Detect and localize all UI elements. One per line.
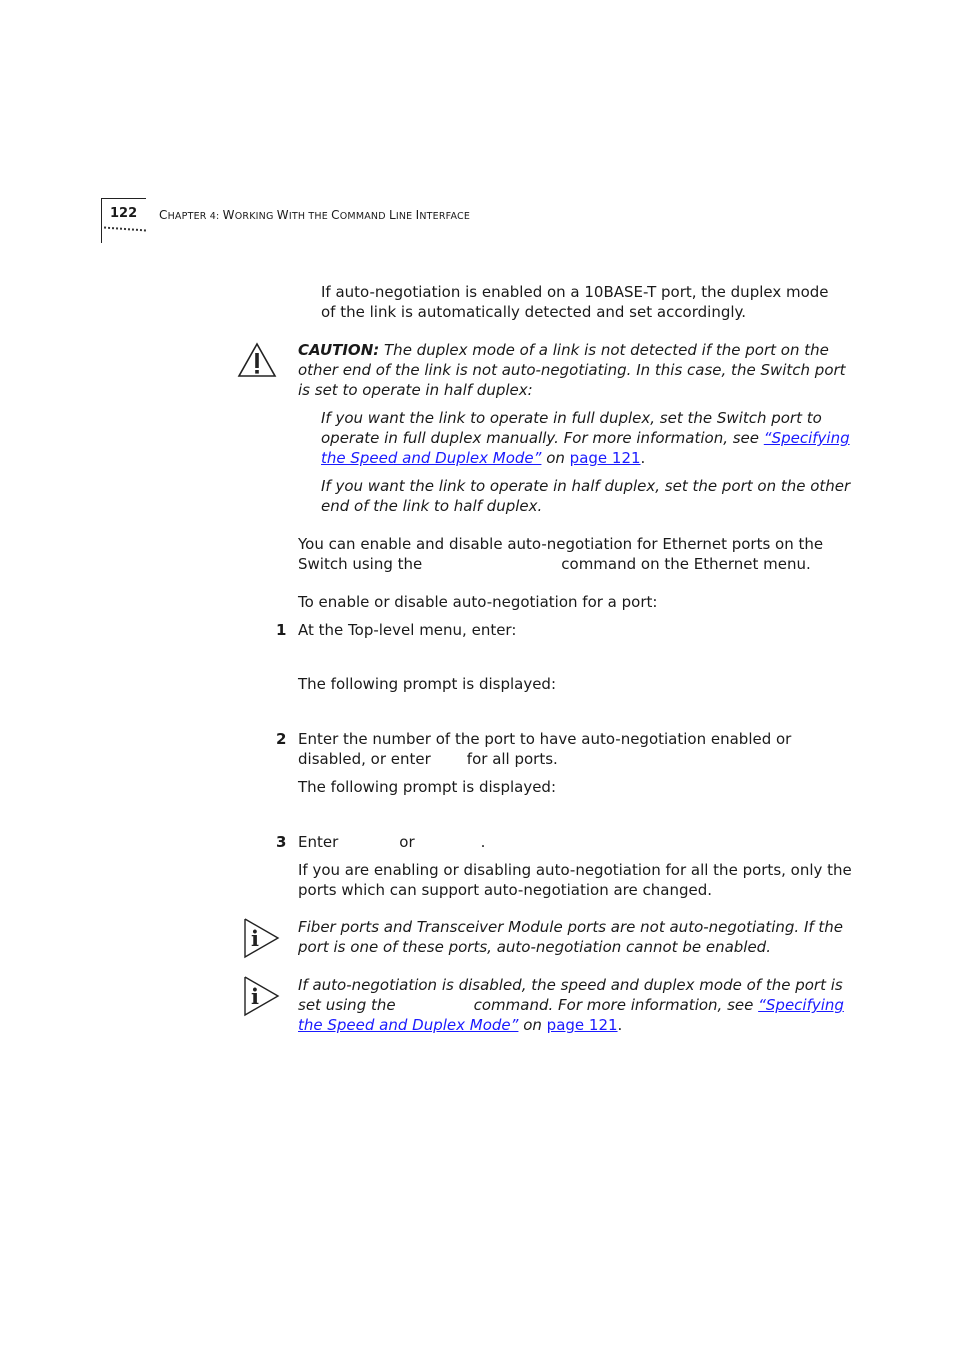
running-head: CHAPTER 4: WORKING WITH THE COMMAND LINE INTERFACE xyxy=(159,208,471,222)
procedure-intro: To enable or disable auto-negotiation for a port: xyxy=(298,593,658,611)
step-2-prompt-text: The following prompt is displayed: xyxy=(298,778,557,796)
ethernet-menu-paragraph: You can enable and disable auto-negotiation for Ethernet ports on the Switch using the command on the Ethernet menu. xyxy=(298,535,824,573)
page-number: 122 xyxy=(110,206,138,221)
speed-duplex-link[interactable]: “Specifying xyxy=(763,429,850,447)
info-note-icon xyxy=(243,975,281,1017)
caution-sub-paragraph-2: If you want the link to operate in half duplex, set the port on the other end of the link to half duplex. xyxy=(321,477,851,515)
step-2-text: Enter the number of the port to have auto-negotiation enabled or disabled, or enter for all ports. xyxy=(298,730,792,768)
caution-triangle-icon xyxy=(237,342,277,378)
step-1-text: At the Top-level menu, enter: xyxy=(298,621,517,639)
info-note-icon xyxy=(243,917,281,959)
step-3-number: 3 xyxy=(276,833,287,851)
step-1-number: 1 xyxy=(276,621,287,639)
note-speed-duplex: If auto-negotiation is disabled, the speed and duplex mode of the port is set using the command. For more information, see “Specifying the Speed and Duplex Mode” on page 121. xyxy=(298,976,844,1034)
step-3-text: Enter or . xyxy=(298,833,486,851)
page-121-link-2[interactable]: page 121 xyxy=(546,1016,618,1034)
caution-paragraph: CAUTION: The duplex mode of a link is not detected if the port on the other end of the link is not auto-negotiating. In this case, the Switch port is set to operate in half duplex: xyxy=(298,341,846,399)
svg-text:i: i xyxy=(251,926,259,951)
all-ports-paragraph: If you are enabling or disabling auto-negotiation for all the ports, only the ports which can support auto-negotiation are changed. xyxy=(298,861,852,899)
caution-sub-paragraph-1: If you want the link to operate in full duplex, set the Switch port to operate in full duplex manually. For more information, see “Specifying the Speed and Duplex Mode” on page 121. xyxy=(321,409,850,467)
step-2-number: 2 xyxy=(276,730,287,748)
page-121-link[interactable]: page 121 xyxy=(569,449,641,467)
svg-text:i: i xyxy=(251,984,259,1009)
note-fiber-ports: Fiber ports and Transceiver Module ports are not auto-negotiating. If the port is one of these ports, auto-negotiation cannot be enabled. xyxy=(298,918,844,956)
speed-duplex-link-cont[interactable]: the Speed and Duplex Mode” xyxy=(321,449,542,467)
step-1-prompt-text: The following prompt is displayed: xyxy=(298,675,557,693)
speed-duplex-link-2-cont[interactable]: the Speed and Duplex Mode” xyxy=(298,1016,519,1034)
speed-duplex-link-2[interactable]: “Specifying xyxy=(758,996,844,1014)
intro-paragraph: If auto-negotiation is enabled on a 10BASE-T port, the duplex mode of the link is automatically detected and set accordingly. xyxy=(321,283,829,321)
